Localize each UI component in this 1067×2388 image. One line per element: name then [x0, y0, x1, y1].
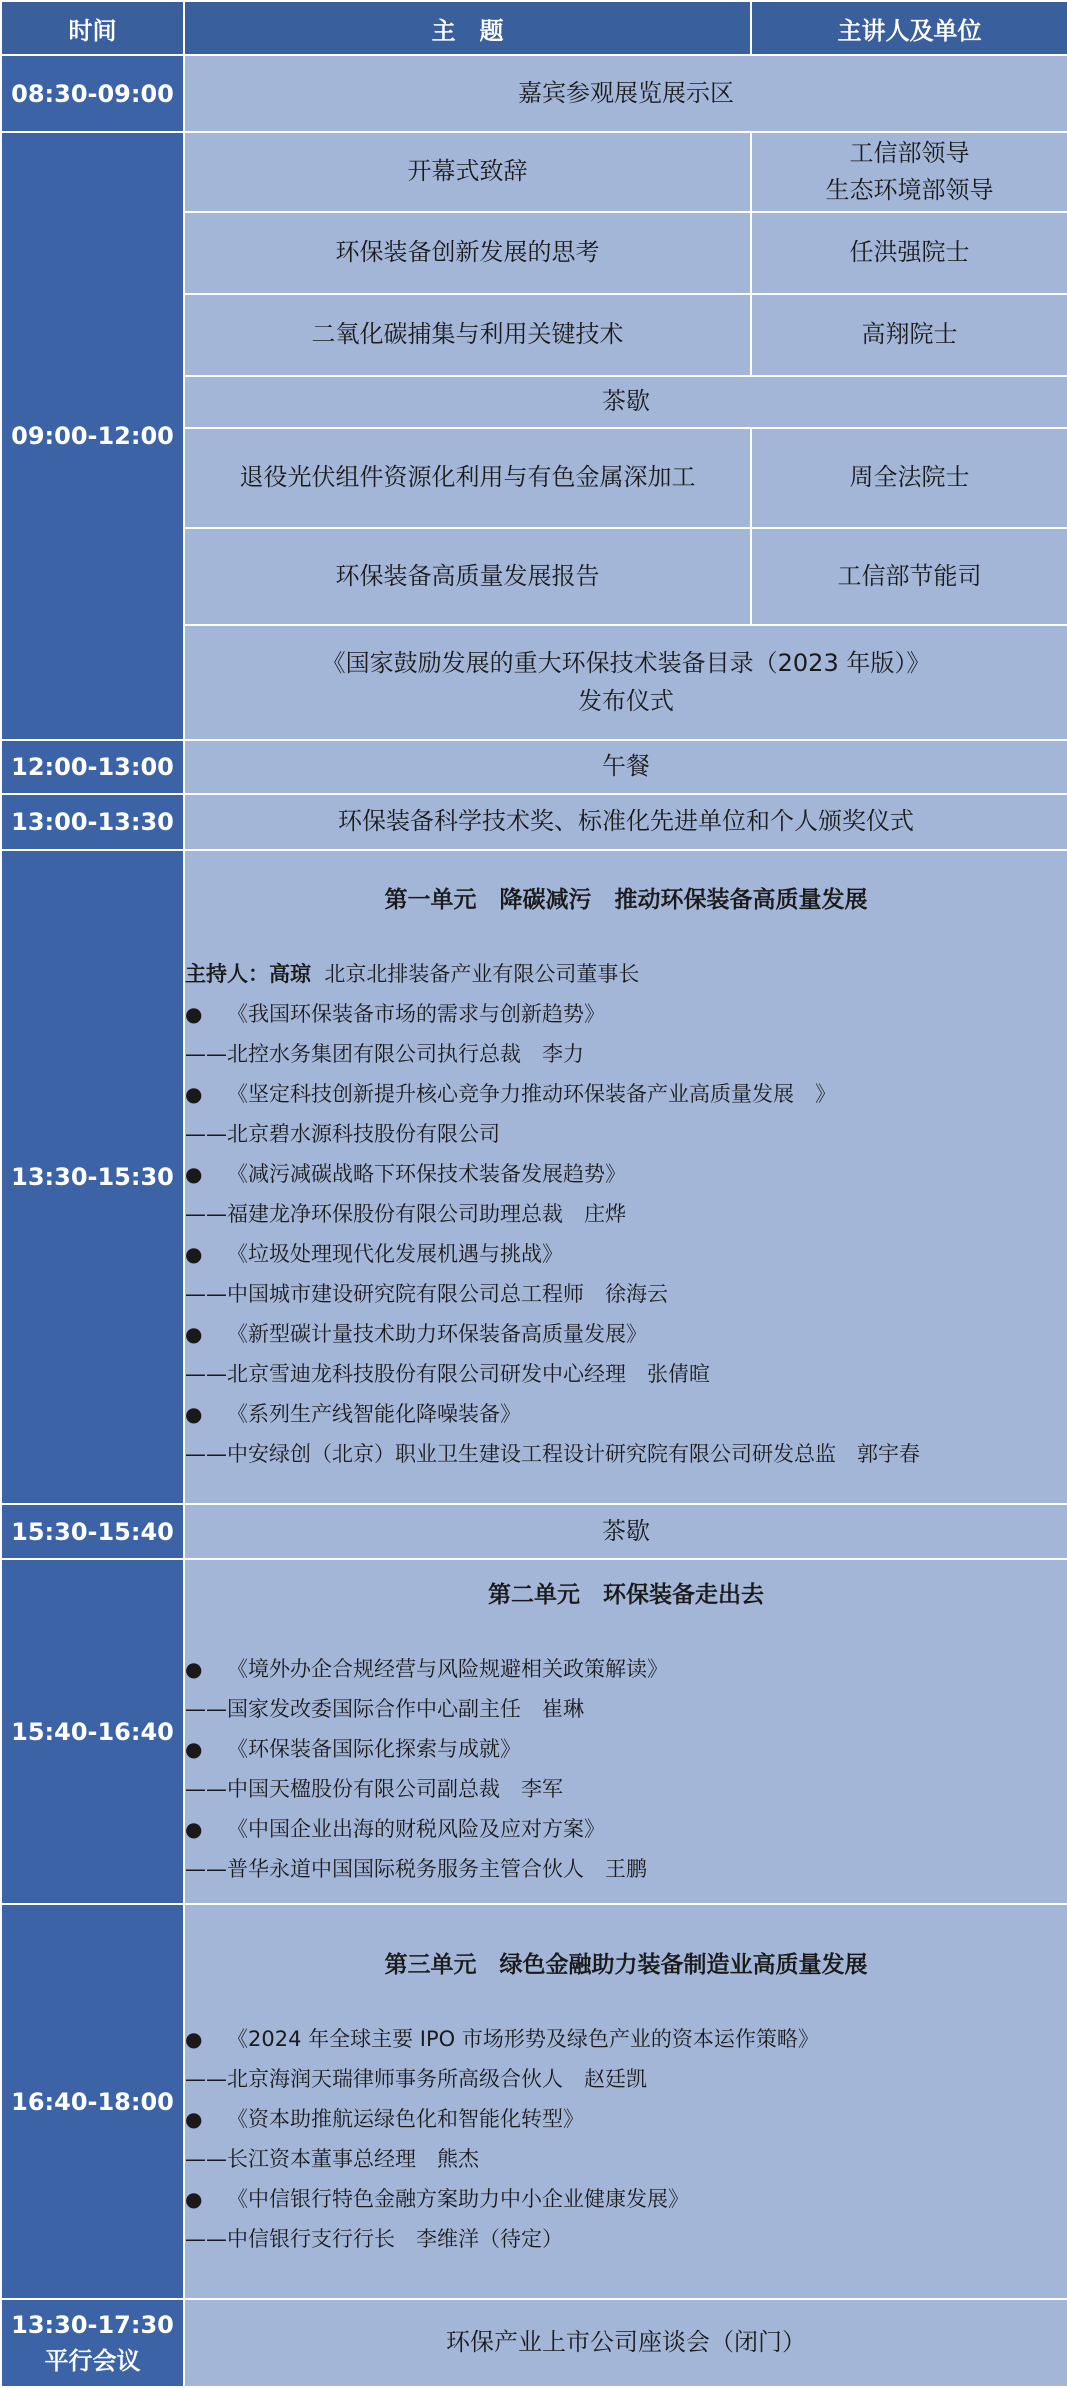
header-speaker: 主讲人及单位: [751, 1, 1067, 55]
speaker-cell: 任洪强院士: [751, 212, 1067, 294]
release-cell: [184, 625, 1067, 740]
agenda-row: [1, 794, 1067, 850]
speaker-line: 工信部领导: [849, 138, 970, 167]
time-cell: [1, 2299, 184, 2387]
agenda-row: [1, 132, 1067, 212]
unit3-cell: [184, 1904, 1067, 2299]
talk-title: ● 《中国企业出海的财税风险及应对方案》: [185, 1809, 1067, 1849]
talk-title: ● 《我国环保装备市场的需求与创新趋势》: [185, 994, 1067, 1034]
talk-title: ● 《系列生产线智能化降噪装备》: [185, 1394, 1067, 1434]
talk-title: ● 《境外办企合规经营与风险规避相关政策解读》: [185, 1649, 1067, 1689]
time-cell: 13:00-13:30: [1, 794, 184, 850]
time-cell: 09:00-12:00: [1, 132, 184, 740]
talk-speaker: ——北控水务集团有限公司执行总裁 李力: [185, 1042, 584, 1066]
agenda-row: [1, 2299, 1067, 2387]
header-topic: 主 题: [184, 1, 751, 55]
talk-title: ● 《新型碳计量技术助力环保装备高质量发展》: [185, 1314, 1067, 1354]
speaker-line: 生态环境部领导: [825, 176, 994, 204]
time-cell: 12:00-13:00: [1, 740, 184, 794]
talk-speaker: ——北京雪迪龙科技股份有限公司研发中心经理 张倩暄: [185, 1362, 710, 1386]
bullet-icon: ●: [185, 2026, 203, 2051]
talk-speaker: ——中国天楹股份有限公司副总裁 李军: [185, 1776, 563, 1801]
topic-cell: 午餐: [184, 740, 1067, 794]
talk-speaker: ——北京碧水源科技股份有限公司: [185, 1122, 500, 1146]
talk-title: ● 《中信银行特色金融方案助力中小企业健康发展》: [185, 2179, 1067, 2219]
time-cell: 15:30-15:40: [1, 1504, 184, 1559]
agenda-row: [1, 55, 1067, 132]
time-cell: 15:40-16:40: [1, 1559, 184, 1904]
talk-speaker: ——北京海润天瑞律师事务所高级合伙人 赵廷凯: [185, 2066, 647, 2091]
topic-cell: 环保装备高质量发展报告: [184, 528, 751, 625]
topic-cell: 退役光伏组件资源化利用与有色金属深加工: [184, 428, 751, 528]
time-cell: 13:30-15:30: [1, 850, 184, 1504]
bullet-icon: ●: [185, 1816, 203, 1841]
release-subtitle: 发布仪式: [578, 686, 674, 715]
talk-speaker: ——中安绿创（北京）职业卫生建设工程设计研究院有限公司研发总监 郭宇春: [185, 1442, 920, 1466]
talk-speaker: ——普华永道中国国际税务服务主管合伙人 王鹏: [185, 1856, 647, 1881]
talk-speaker: ——福建龙净环保股份有限公司助理总裁 庄烨: [185, 1202, 626, 1226]
unit-title: 第三单元 绿色金融助力装备制造业高质量发展: [384, 1951, 868, 1978]
agenda-row: [1, 1559, 1067, 1904]
talk-title: ● 《减污减碳战略下环保技术装备发展趋势》: [185, 1154, 1067, 1194]
topic-cell: 环保产业上市公司座谈会（闭门）: [184, 2299, 1067, 2387]
time-cell: 08:30-09:00: [1, 55, 184, 132]
host-info: 北京北排装备产业有限公司董事长: [324, 962, 640, 986]
topic-cell: 二氧化碳捕集与利用关键技术: [184, 294, 751, 376]
header-time: 时间: [1, 1, 184, 55]
talk-speaker: ——中信银行支行行长 李维洋（待定）: [185, 2226, 563, 2251]
talk-title: ● 《资本助推航运绿色化和智能化转型》: [185, 2099, 1067, 2139]
host-label: 主持人：高琼: [185, 962, 311, 986]
talk-title: ● 《2024 年全球主要 IPO 市场形势及绿色产业的资本运作策略》: [185, 2019, 1067, 2059]
bullet-icon: ●: [185, 1736, 203, 1761]
break-cell: 茶歇: [184, 376, 1067, 428]
bullet-icon: ●: [185, 1322, 203, 1346]
topic-cell: 环保装备科学技术奖、标准化先进单位和个人颁奖仪式: [184, 794, 1067, 850]
unit-title: 第一单元 降碳减污 推动环保装备高质量发展: [384, 887, 868, 913]
bullet-icon: ●: [185, 1242, 203, 1266]
talk-speaker: ——国家发改委国际合作中心副主任 崔琳: [185, 1696, 584, 1721]
host-line: [185, 954, 1067, 994]
bullet-icon: ●: [185, 1082, 203, 1106]
talk-speaker: ——中国城市建设研究院有限公司总工程师 徐海云: [185, 1282, 668, 1306]
bullet-icon: ●: [185, 1002, 203, 1026]
agenda-row: [1, 1904, 1067, 2299]
bullet-icon: ●: [185, 2186, 203, 2211]
release-title: 《国家鼓励发展的重大环保技术装备目录（2023 年版）》: [321, 649, 931, 678]
agenda-row: [1, 850, 1067, 1504]
topic-cell: 嘉宾参观展览展示区: [184, 55, 1067, 132]
unit1-cell: [184, 850, 1067, 1504]
agenda-row: [1, 740, 1067, 794]
bullet-icon: ●: [185, 1402, 203, 1426]
speaker-cell: 周全法院士: [751, 428, 1067, 528]
agenda-row: [1, 1504, 1067, 1559]
talk-speaker: ——长江资本董事总经理 熊杰: [185, 2146, 479, 2171]
topic-cell: 开幕式致辞: [184, 132, 751, 212]
speaker-cell: [751, 132, 1067, 212]
topic-cell: 环保装备创新发展的思考: [184, 212, 751, 294]
time-cell: 16:40-18:00: [1, 1904, 184, 2299]
unit-title: 第二单元 环保装备走出去: [488, 1581, 764, 1608]
time-sub: 平行会议: [44, 2347, 141, 2375]
time-line: 13:30-17:30: [11, 2311, 174, 2339]
bullet-icon: ●: [185, 1162, 203, 1186]
talk-title: ● 《垃圾处理现代化发展机遇与挑战》: [185, 1234, 1067, 1274]
header-row: [1, 1, 1067, 55]
talk-title: ● 《坚定科技创新提升核心竞争力推动环保装备产业高质量发展 》: [185, 1074, 1067, 1114]
bullet-icon: ●: [185, 2106, 203, 2131]
speaker-cell: 高翔院士: [751, 294, 1067, 376]
bullet-icon: ●: [185, 1656, 203, 1681]
speaker-cell: 工信部节能司: [751, 528, 1067, 625]
talk-title: ● 《环保装备国际化探索与成就》: [185, 1729, 1067, 1769]
unit2-cell: [184, 1559, 1067, 1904]
topic-cell: 茶歇: [184, 1504, 1067, 1559]
